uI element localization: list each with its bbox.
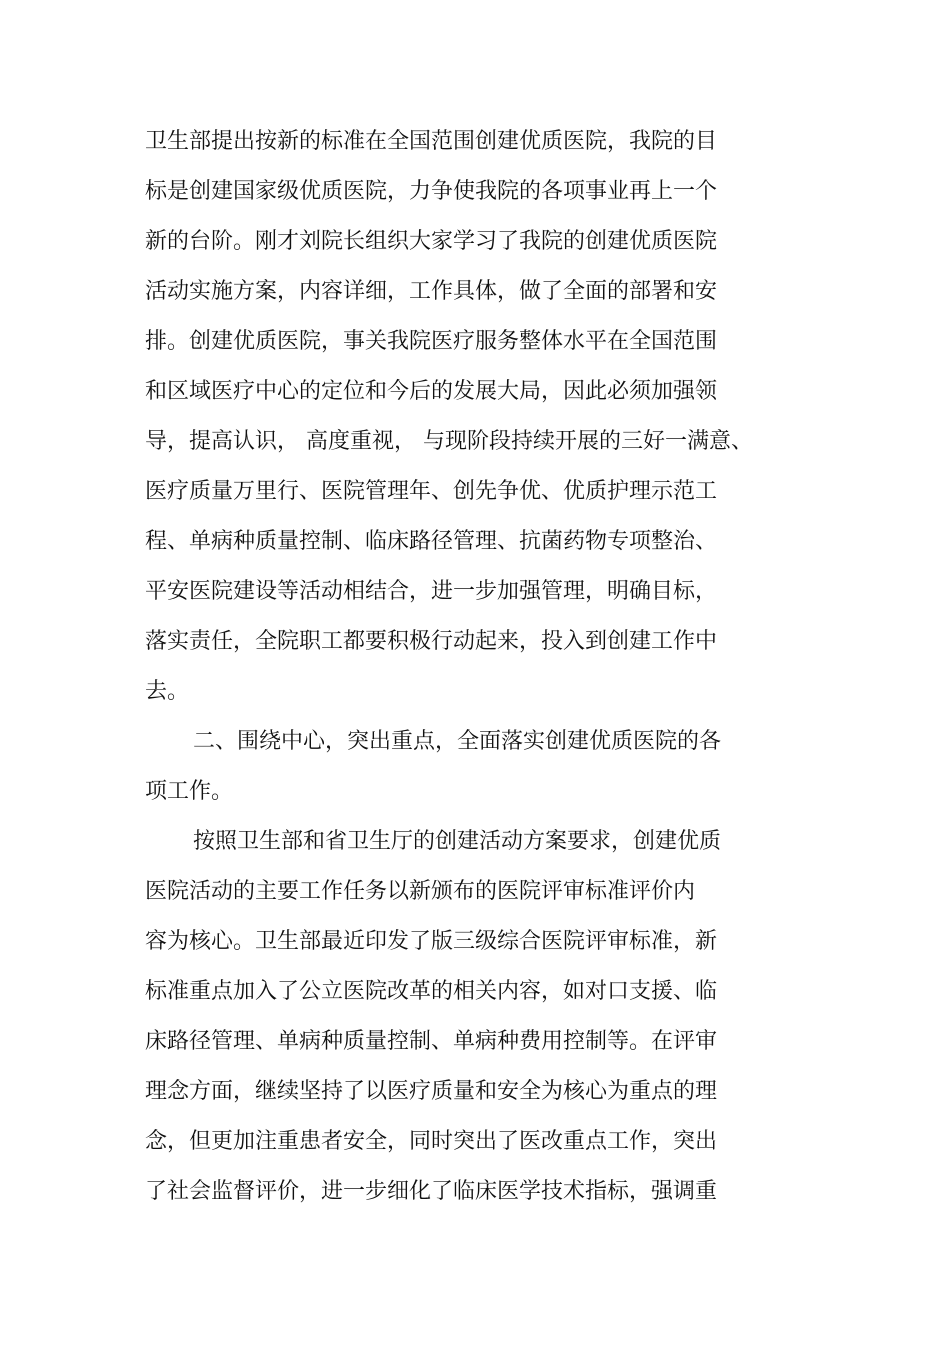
text-line: 去。: [145, 679, 190, 704]
text-line: 落实责任，全院职工都要积极行动起来，投入到创建工作中: [145, 629, 718, 654]
text-line: 标准重点加入了公立医院改革的相关内容，如对口支援、临: [145, 979, 718, 1004]
text-line: 床路径管理、单病种质量控制、单病种费用控制等。在评审: [145, 1029, 718, 1054]
text-line: 新的台阶。刚才刘院长组织大家学习了我院的创建优质医院: [145, 229, 718, 254]
text-line: 了社会监督评价，进一步细化了临床医学技术指标，强调重: [145, 1179, 718, 1204]
text-line: 医疗质量万里行、医院管理年、创先争优、优质护理示范工: [145, 479, 718, 504]
text-line: 理念方面，继续坚持了以医疗质量和安全为核心为重点的理: [145, 1079, 718, 1104]
section-heading-line: 项工作。: [145, 779, 234, 804]
paragraph-start-line: 按照卫生部和省卫生厅的创建活动方案要求，创建优质: [193, 829, 722, 854]
text-line: 容为核心。卫生部最近印发了版三级综合医院评审标准，新: [145, 929, 718, 954]
text-line: 导，提高认识， 高度重视， 与现阶段持续开展的三好一满意、: [145, 429, 753, 454]
text-line: 和区域医疗中心的定位和今后的发展大局，因此必须加强领: [145, 379, 718, 404]
section-heading-line: 二、围绕中心，突出重点，全面落实创建优质医院的各: [193, 729, 722, 754]
text-line: 程、单病种质量控制、临床路径管理、抗菌药物专项整治、: [145, 529, 718, 554]
text-line: 标是创建国家级优质医院，力争使我院的各项事业再上一个: [145, 179, 718, 204]
text-line: 念，但更加注重患者安全，同时突出了医改重点工作，突出: [145, 1129, 718, 1154]
text-line: 卫生部提出按新的标准在全国范围创建优质医院，我院的目: [145, 129, 718, 154]
text-line: 活动实施方案，内容详细，工作具体，做了全面的部署和安: [145, 279, 718, 304]
text-line: 排。创建优质医院，事关我院医疗服务整体水平在全国范围: [145, 329, 718, 354]
text-line: 医院活动的主要工作任务以新颁布的医院评审标准评价内: [145, 879, 696, 904]
text-line: 平安医院建设等活动相结合，进一步加强管理，明确目标，: [145, 579, 718, 604]
